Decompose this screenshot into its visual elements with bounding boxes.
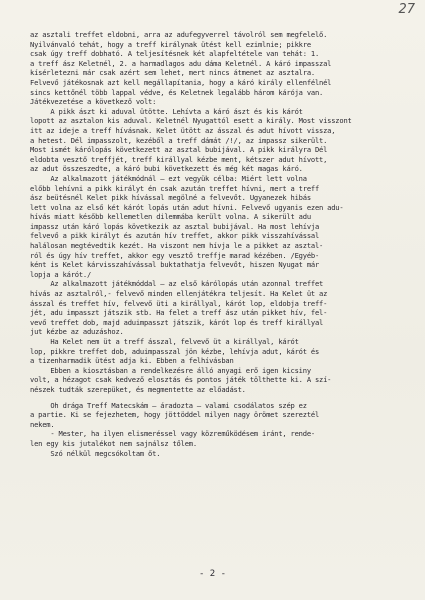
text-line: Játékvezetése a következő volt:	[30, 97, 157, 107]
text-line: - Mester, ha ilyen elismeréssel vagy közreműködésem iránt, rende-	[30, 429, 315, 439]
text-line: az adut összeszedte, a káró bubi következett és még két magas káró.	[30, 164, 303, 174]
text-line: Az alkalmazott játékmóddal – az első kárólopás után azonnal treffet	[30, 279, 324, 289]
text-line: az asztali treffet eldobni, arra az adufegyverrel távolról sem megfelelő.	[30, 30, 328, 39]
page-number: - 2 -	[198, 569, 227, 579]
text-line: a partie. Ki se fejezhetem, hogy jöttöddel milyen nagy örömet szereztél	[30, 410, 320, 420]
text-line: sincs kettőnél több lappal védve, és Keletnek legalább három kárója van.	[30, 87, 324, 97]
text-line: Felvevő játékosnak azt kell megállapítania, hogy a káró király ellenfélnél	[30, 77, 332, 87]
text-line: csak úgy treff dobható. A teljesítésnek két alapfeltétele van tehát: 1.	[30, 49, 320, 59]
text-line: felvevő a pikk királyt és azután hív treffet, akkor pikk visszahívással	[30, 231, 320, 241]
text-line: előbb lehívni a pikk királyt én csak azután treffet hívni, mert a treff	[30, 183, 320, 193]
text-line: a hetest. Dél impasszolt, kezéből a treff dámát /!/, az impassz sikerült.	[30, 135, 328, 145]
text-line: lopja a kárót./	[30, 269, 92, 279]
text-line: Szó nélkül megcsókoltam őt.	[30, 448, 161, 458]
text-line: len egy kis jutalékot nem sajnálsz tőlem.	[30, 438, 197, 448]
text-line: Az alkalmazott játékmódnál – ezt vegyük célba: Miért lett volna	[30, 173, 307, 183]
folio-number: 27	[398, 2, 415, 17]
text-line: Ebben a kiosztásban a rendelkezésre álló anyagi erő igen kicsiny	[30, 365, 311, 375]
text-line: Ha Kelet nem üt a treff ásszal, felvevő üt a királlyal, kárót	[30, 337, 299, 346]
text-line: A pikk ászt ki aduval ütötte. Lehívta a káró ászt és kis kárót	[30, 106, 303, 116]
text-line: jut kézbe az aduzáshoz.	[30, 327, 124, 337]
text-line: ról és úgy hív treffet, akkor egy vesztő treffje marad kézében. /Egyéb-	[30, 250, 320, 260]
text-line: halálosan megtévedtik kezét. Ha viszont nem hívja le a pikket az asztal-	[30, 241, 324, 251]
text-line: lopott az asztalon kis aduval. Keletnél Nyugattól esett a király. Most visszont	[30, 116, 352, 126]
text-line: lop, pikkre treffet dob, aduimpasszal jön kézbe, lehívja adut, kárót és	[30, 346, 320, 356]
text-line: nekem.	[30, 419, 55, 429]
text-line: ásszal és treffet hív, felvevő üti a királlyal, kárót lop, eldobja treff-	[30, 298, 328, 308]
text-line: jét, adu impasszt játszik stb. Ha felet a treff ász után pikket hív, fel-	[30, 308, 328, 318]
text-line: a tizenharmadik ütést adja ki. Ebben a felhívásban	[30, 356, 234, 366]
text-line: Nyilvánvaló tehát, hogy a treff királynak ütést kell ezimlnie; pikkre	[30, 39, 311, 49]
text-line: Most ismét kárólopás következett az asztal bubijával. A pikk királyra Dél	[30, 145, 328, 155]
text-line: Oh drága Treff Matecskám – áradozta – valami csodálatos szép ez	[30, 400, 307, 410]
typewritten-body	[30, 30, 420, 458]
text-line: vevő treffet dob, majd aduimpasszt játszik, kárót lop és treff királlyal	[30, 317, 324, 327]
text-line: nészek tudták szerepüket, és megmentette az előadást.	[30, 384, 246, 394]
text-line: impassz után káró lopás következik az asztal bubijával. Ha most lehívja	[30, 221, 320, 231]
text-line: kísérletezni már csak azért sem lehet, mert nincs átmenet az asztalra.	[30, 68, 315, 78]
text-line: a treff ász Keletnél, 2. a harmadlagos adu dáma Keletnél. A káró impasszal	[30, 58, 332, 68]
text-line: lett volna az első két kárót lopás után adut hívni. Felvevő ugyanis ezen adu-	[30, 202, 344, 212]
text-line: hívás az asztalról,- felvevő minden ellenjátékra teljesít. Ha Kelet üt az	[30, 289, 328, 299]
text-line: hívás miatt később kellemetlen dilemmába került volna. A sikerült adu	[30, 212, 311, 222]
text-line: itt az ideje a treff hívásnak. Kelet ütött az ásszal és adut hívott vissza,	[30, 125, 336, 135]
text-line: volt, a hézagot csak kedvező elosztás és pontos játék tölthette ki. A szí-	[30, 375, 332, 385]
text-line: ként is Kelet kárvisszahívással buktathatja felvevőt, hiszen Nyugat már	[30, 260, 320, 270]
text-line: ász beütésnél Kelet pikk hívással megölné a felvevőt. Ugyanezek hibás	[30, 193, 311, 203]
text-line: eldobta vesztő treffjét, treff királlyal kézbe ment, kétszer adut hívott,	[30, 154, 328, 164]
